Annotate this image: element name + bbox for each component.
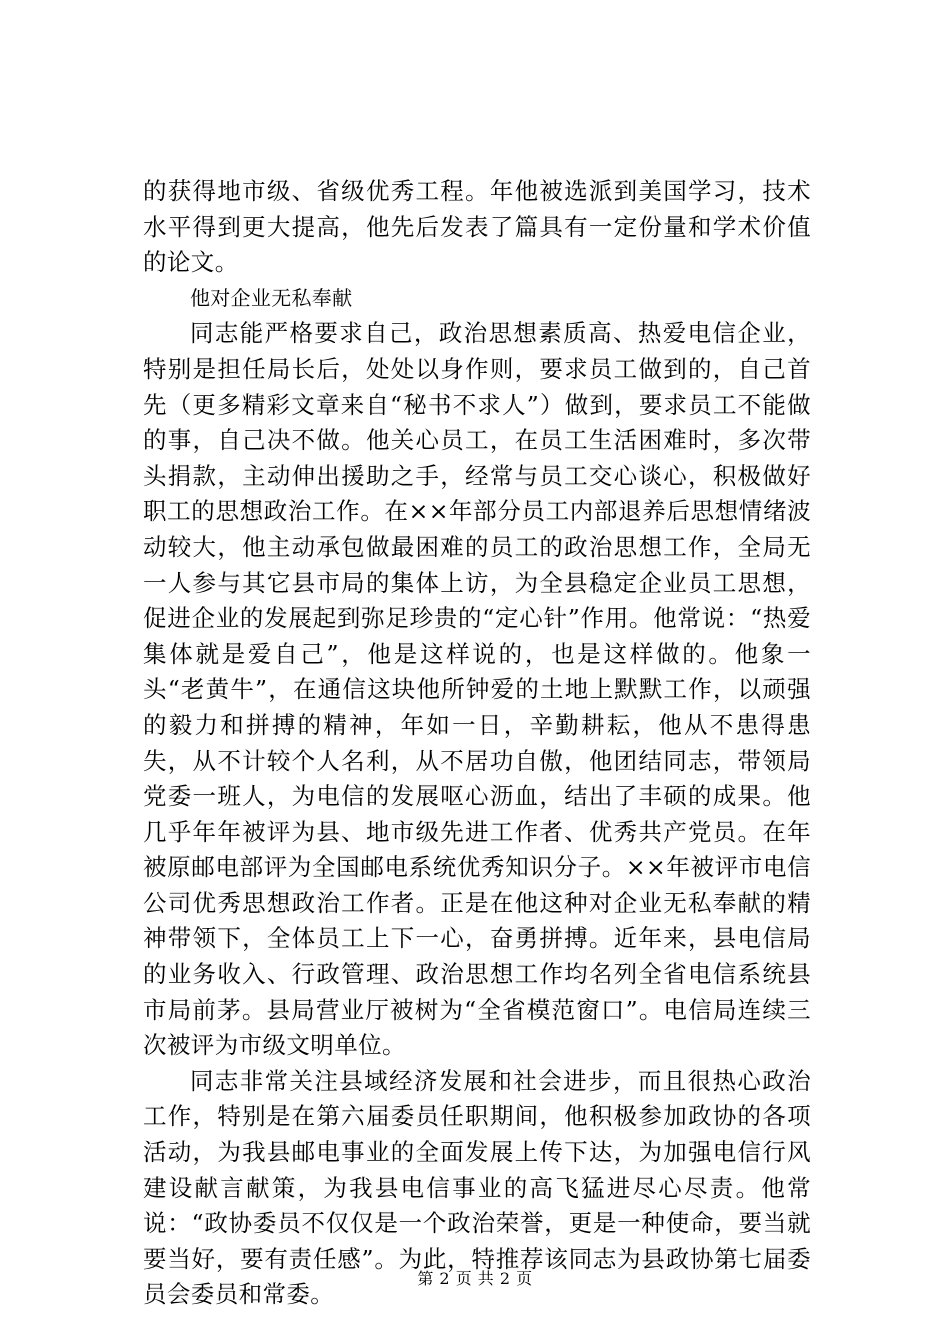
paragraph-recommendation: 同志非常关注县域经济发展和社会进步，而且很热心政治工作，特别是在第六届委员任职期间，他积极参加政协的各项活动，为我县邮电事业的全面发展上传下达，为加强电信行风建设献言献策，为我县电信事业的高飞猛进尽心尽责。他常说：“政协委员不仅仅是一个政治荣誉，更是一种使命，要当就要当好，要有责任感”。为此，特推荐该同志为县政协第七届委员会委员和常委。: [143, 1066, 811, 1309]
paragraph-dedication: 同志能严格要求自己，政治思想素质高、热爱电信企业，特别是担任局长后，处处以身作则，要求员工做到的，自己首先（更多精彩文章来自“秘书不求人”）做到，要求员工不能做的事，自己决不做。他关心员工，在员工生活困难时，多次带头捐款，主动伸出援助之手，经常与员工交心谈心，积极做好职工的思想政治工作。在××年部分员工内部退养后思想情绪波动较大，他主动承包做最困难的员工的政治思想工作，全局无一人参与其它县市局的集体上访，为全县稳定企业员工思想，促进企业的发展起到弥足珍贵的“定心针”作用。他常说：“热爱集体就是爱自己”，他是这样说的，也是这样做的。他象一头“老黄牛”，在通信这块他所钟爱的土地上默默工作，以顽强的毅力和拼搏的精神，年如一日，辛勤耕耘，他从不患得患失，从不计较个人名利，从不居功自傲，他团结同志，带领局党委一班人，为电信的发展呕心沥血，结出了丰硕的成果。他几乎年年被评为县、地市级先进工作者、优秀共产党员。在年被原邮电部评为全国邮电系统优秀知识分子。××年被评市电信公司优秀思想政治工作者。正是在他这种对企业无私奉献的精神带领下，全体员工上下一心，奋勇拼搏。近年来，县电信局的业务收入、行政管理、政治思想工作均名列全省电信系统县市局前茅。县局营业厅被树为“全省模范窗口”。电信局连续三次被评为市级文明单位。: [143, 319, 811, 1060]
section-heading: 他对企业无私奉献: [190, 285, 353, 310]
paragraph-intro-continuation: 的获得地市级、省级优秀工程。年他被选派到美国学习，技术水平得到更大提高，他先后发表了篇具有一定份量和学术价值的论文。: [143, 177, 811, 277]
page-footer: 第 2 页 共 2 页: [417, 1269, 533, 1288]
document-body: [143, 174, 811, 1313]
